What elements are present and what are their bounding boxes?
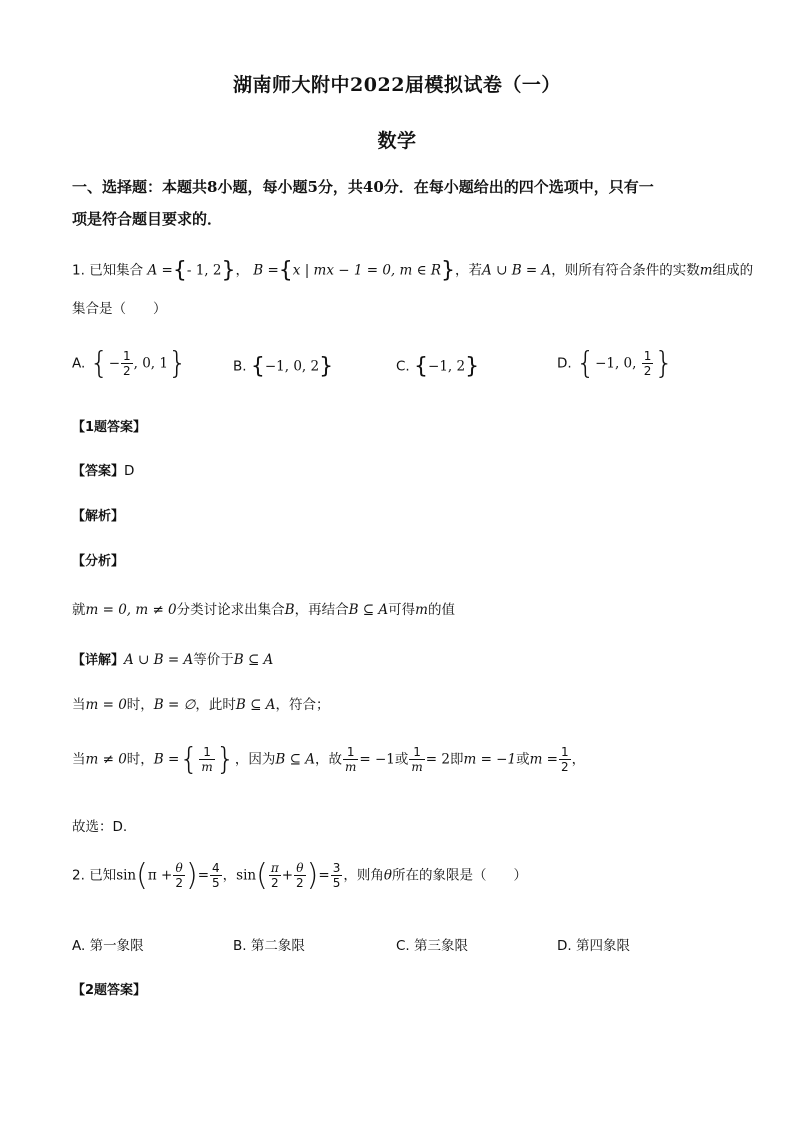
q1-option-d: D. {−1, 0, $\frac{1}{2}$ }: [557, 346, 674, 381]
answer-value: D: [124, 463, 135, 479]
q1-analysis-heading: 【解析】: [72, 509, 125, 524]
answer-label: 【答案】: [72, 464, 125, 479]
option-label: A.: [72, 355, 86, 372]
q1-option-c: C. {−1, 2}: [396, 354, 480, 379]
q1-answer: [72, 460, 134, 479]
q1-option-a: A. {− $\frac{1}{2}$ , 0, 1}: [72, 346, 188, 381]
q1-detail: 【详解】A ∪ B = A等价于B ⊆ A: [72, 652, 274, 668]
q2-option-c: C. 第三象限: [396, 938, 469, 954]
page-title: 湖南师大附中2022届模拟试卷（一）: [233, 74, 561, 96]
option-label: D.: [557, 355, 572, 372]
option-label: B.: [233, 358, 247, 375]
q1-number: 1.: [72, 262, 85, 279]
q1-text-1: 已知集合: [89, 262, 144, 279]
option-label: C.: [396, 358, 410, 375]
q1-text-3: ，则所有符合条件的实数: [551, 262, 700, 279]
q1-case1: 当m = 0时，B = ∅，此时B ⊆ A，符合；: [72, 697, 330, 713]
q1-setA-label: A =: [147, 262, 173, 279]
q2-option-b: B. 第二象限: [233, 938, 305, 954]
q1-fenxi-heading: 【分析】: [72, 554, 125, 569]
subject-title: 数学: [377, 130, 417, 152]
q1-setB-label: B =: [253, 262, 279, 279]
section-heading-line2: 项是符合题目要求的．: [72, 210, 223, 228]
q2-answer-heading: 【2题答案】: [72, 983, 147, 998]
q1-var-m: m: [699, 262, 713, 279]
q1-case2: 当m ≠ 0时，B ={ $\frac{1}{m}$ }，因为B ⊆ A，故 $\frac{1}{m}$ = −1或 $\frac{1}{m}$ = 2即m = −1或m = $\frac{1}{2}$ ，: [72, 742, 586, 777]
q1-setA-content: - 1, 2: [186, 262, 222, 279]
q1-stem: 1. 已知集合 A ={- 1, 2}， B ={x | mx − 1 = 0, m ∈ R}，若A ∪ B = A，则所有符合条件的实数m组成的: [72, 258, 754, 283]
q2-stem: 2. 已知sin(π + $\frac{\theta}{2}$ )= $\frac{4}{5}$ ，sin( $\frac{\pi}{2}$ + $\frac{\theta}{2}$ )= $\frac{3}{5}$ ，则角θ所在的象限是（ ）: [72, 858, 527, 893]
q1-stem-line2: 集合是（ ）: [72, 301, 167, 317]
q2-option-d: D. 第四象限: [557, 938, 630, 954]
q1-text-4: 组成的: [712, 262, 754, 279]
detail-label: 【详解】: [72, 653, 125, 668]
q2-option-a: A. 第一象限: [72, 938, 144, 954]
q1-fenxi-text: 就m = 0, m ≠ 0分类讨论求出集合B，再结合B ⊆ A可得m的值: [72, 602, 455, 618]
q2-number: 2.: [72, 867, 85, 884]
q1-setB-content: x | mx − 1 = 0, m ∈ R: [292, 262, 442, 279]
section-heading-line1: 一、选择题：本题共8小题，每小题5分，共40分．在每小题给出的四个选项中，只有一: [72, 178, 654, 196]
q1-answer-heading: 【1题答案】: [72, 420, 147, 435]
q1-choose: 故选：D.: [72, 819, 128, 835]
q1-option-b: B. {−1, 0, 2}: [233, 354, 334, 379]
q1-text-2: ，若: [455, 262, 483, 279]
q1-condition: A ∪ B = A: [482, 262, 552, 279]
